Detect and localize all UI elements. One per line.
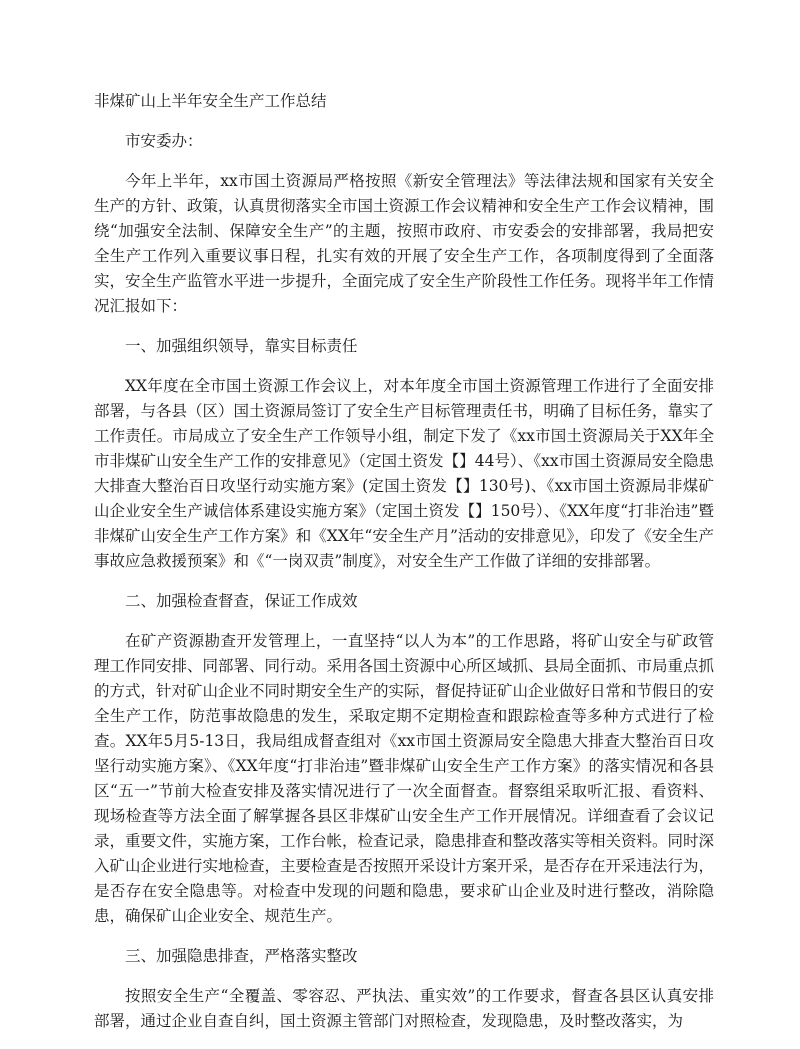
section-body-2: 在矿产资源勘查开发管理上，一直坚持“以人为本”的工作思路，将矿山安全与矿政管理工作同安排、同部署、同行动。采用各国土资源中心所区域抓、县局全面抓、市局重点抓的方式，针对矿山企业不同时期安全生产的实际，督促持证矿山企业做好日常和节假日的安全生产工作，防范事故隐患的发生，采取定期不定期检查和跟踪检查等多种方式进行了检查。XX年5月5-13日，我局组成督查组对《xx市国土资源局安全隐患大排查大整治百日攻坚行动实施方案》、《XX年度“打非治违”暨非煤矿山安全生产工作方案》的落实情况和各县区“五一”节前大检查安排及落实情况进行了一次全面督查。督察组采取听汇报、看资料、现场检查等方法全面了解掌握各县区非煤矿山安全生产工作开展情况。详细查看了会议记录，重要文件，实施方案，工作台帐，检查记录，隐患排查和整改落实等相关资料。同时深入矿山企业进行实地检查，主要检查是否按照开采设计方案开采，是否存在开采违法行为，是否存在安全隐患等。对检查中发现的问题和隐患，要求矿山企业及时进行整改，消除隐患，确保矿山企业安全、规范生产。 [94, 632, 715, 925]
salutation: 市安委办： [125, 132, 203, 150]
section-body-1: XX年度在全市国土资源工作会议上，对本年度全市国土资源管理工作进行了全面安排部署，与各县（区）国土资源局签订了安全生产目标管理责任书，明确了目标任务，靠实了工作责任。市局成立了安全生产工作领导小组，制定下发了《xx市国土资源局关于XX年全市非煤矿山安全生产工作的安排意见》（定国土资发【】44号）、《xx市国土资源局安全隐患大排查大整治百日攻坚行动实施方案》(定国土资发【】130号)、《xx市国土资源局非煤矿山企业安全生产诚信体系建设实施方案》（定国土资发【】150号）、《XX年度“打非治违”暨非煤矿山安全生产工作方案》和《XX年“安全生产月”活动的安排意见》，印发了《安全生产事故应急救援预案》和《“一岗双责”制度》，对安全生产工作做了详细的安排部署。 [94, 377, 715, 570]
section-heading-3: 三、加强隐患排查，严格落实整改 [125, 947, 358, 965]
section-body-3: 按照安全生产“全覆盖、零容忍、严执法、重实效”的工作要求，督查各县区认真安排部署，通过企业自查自纠，国土资源主管部门对照检查，发现隐患，及时整改落实，为 [94, 987, 714, 1030]
document-title: 非煤矿山上半年安全生产工作总结 [94, 92, 327, 110]
intro-paragraph: 今年上半年，xx市国土资源局严格按照《新安全管理法》等法律法规和国家有关安全生产的方针、政策，认真贯彻落实全市国土资源工作会议精神和安全生产工作会议精神，围绕“加强安全法制、保障安全生产”的主题，按照市政府、市安委会的安排部署，我局把安全生产工作列入重要议事日程，扎实有效的开展了安全生产工作，各项制度得到了全面落实，安全生产监管水平进一步提升，全面完成了安全生产阶段性工作任务。现将半年工作情况汇报如下： [94, 172, 715, 315]
section-heading-2: 二、加强检查督查，保证工作成效 [125, 592, 358, 610]
document-page [94, 89, 714, 1049]
section-heading-1: 一、加强组织领导，靠实目标责任 [125, 337, 358, 355]
